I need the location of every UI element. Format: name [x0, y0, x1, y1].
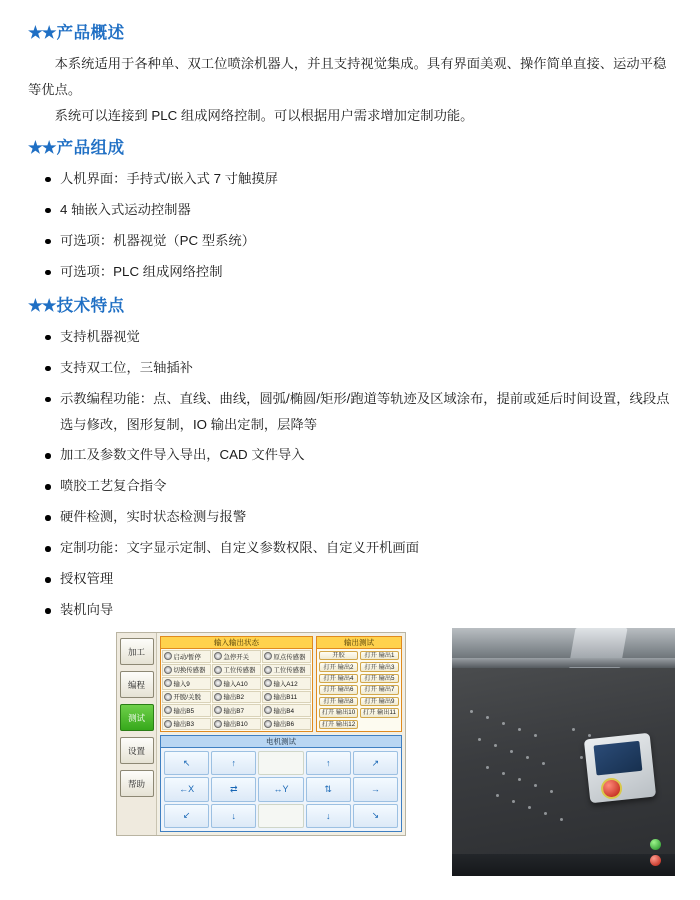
section-title-overview	[28, 22, 672, 45]
status-led-icon	[164, 666, 172, 674]
io-cell-label: 开脱/关脱	[173, 694, 201, 702]
list-item: 4 轴嵌入式运动控制器	[28, 197, 672, 223]
status-led-icon	[164, 693, 172, 701]
jog-up-left-icon[interactable]: ↖	[164, 751, 209, 775]
io-cell[interactable]	[212, 650, 261, 663]
status-led-icon	[264, 666, 272, 674]
list-item: 授权管理	[28, 566, 672, 592]
list-item: 可选项：PLC 组成网络控制	[28, 259, 672, 285]
output-button-glue[interactable]: 开胶	[319, 651, 358, 660]
jog-right-icon[interactable]: →	[353, 777, 398, 801]
star-marker: ★★	[28, 296, 56, 315]
hmi-side-menu	[117, 633, 157, 835]
output-button[interactable]: 打开 输出8	[319, 697, 358, 706]
list-item: 示教编程功能：点、直线、曲线，圆弧/椭圆/矩形/跑道等轨迹及区域涂布，提前或延后时间设置，线段点选与修改，图形复制，IO 输出定制，层降等	[28, 386, 672, 438]
jog-spacer	[258, 751, 303, 775]
section-title-text: 技术特点	[56, 296, 125, 315]
status-led-icon	[264, 706, 272, 714]
io-cell[interactable]	[212, 691, 261, 704]
output-button[interactable]: 打开 输出2	[319, 662, 358, 671]
table-edge	[452, 854, 675, 876]
jog-y-icon[interactable]: ↔Y	[258, 777, 303, 801]
jog-down-icon[interactable]: ↓	[211, 804, 256, 828]
io-cell[interactable]	[212, 677, 261, 690]
list-item: 装机向导	[28, 597, 672, 623]
io-cell-label: 输入A10	[223, 680, 248, 688]
io-cell-label: 工位传感器	[273, 667, 306, 675]
output-test-title: 输出测试	[317, 637, 401, 649]
emergency-stop-button	[600, 777, 623, 800]
status-led-icon	[214, 706, 222, 714]
list-item: 硬件检测，实时状态检测与报警	[28, 504, 672, 530]
status-led-icon	[214, 666, 222, 674]
status-led-icon	[264, 679, 272, 687]
io-cell-label: 输出B5	[173, 707, 195, 715]
operator-screen	[594, 741, 643, 776]
io-cell[interactable]	[212, 718, 261, 731]
features-list	[28, 324, 672, 623]
io-cell[interactable]	[162, 650, 211, 663]
io-status-title: 输入输出状态	[161, 637, 312, 649]
hmi-button-programming[interactable]: 编程	[120, 671, 154, 698]
io-cell-label: 输出B6	[273, 721, 295, 729]
hmi-screenshot	[116, 632, 406, 836]
io-cell[interactable]	[212, 664, 261, 677]
list-item: 喷胶工艺复合指令	[28, 473, 672, 499]
status-led-icon	[164, 652, 172, 660]
io-cell[interactable]	[162, 664, 211, 677]
section-title-text: 产品概述	[56, 24, 125, 42]
overview-paragraph-1: 本系统适用于各种单、双工位喷涂机器人，并且支持视觉集成。具有界面美观、操作简单直接、运动平稳等优点。	[28, 56, 667, 98]
io-cell-label: 输入9	[173, 680, 190, 688]
io-cell[interactable]	[262, 704, 311, 717]
section-title-features	[28, 295, 672, 318]
io-cell-label: 输出B2	[223, 694, 245, 702]
section-title-text: 产品组成	[56, 138, 125, 157]
io-cell-label: 急停开关	[223, 653, 250, 661]
composition-list	[28, 166, 672, 285]
output-button[interactable]: 打开 输出11	[360, 708, 399, 717]
media-row	[0, 618, 700, 878]
jog-down-left-icon[interactable]: ↙	[164, 804, 209, 828]
io-cell-label: 输出B4	[273, 707, 295, 715]
status-led-icon	[164, 706, 172, 714]
list-item: 支持机器视觉	[28, 324, 672, 350]
io-cell[interactable]	[162, 677, 211, 690]
list-item: 定制功能：文字显示定制、自定义参数权限、自定义开机画面	[28, 535, 672, 561]
output-button[interactable]: 打开 输出6	[319, 685, 358, 694]
output-button[interactable]: 打开 输出3	[360, 662, 399, 671]
output-button[interactable]: 打开 输出5	[360, 674, 399, 683]
status-led-icon	[164, 720, 172, 728]
jog-home-x-icon[interactable]: ⇄	[211, 777, 256, 801]
io-cell[interactable]	[262, 718, 311, 731]
io-cell[interactable]	[162, 704, 211, 717]
io-cell[interactable]	[162, 691, 211, 704]
output-button[interactable]: 打开 输出9	[360, 697, 399, 706]
list-item: 可选项：机器视觉（PC 型系统）	[28, 228, 672, 254]
io-cell-label: 输出B11	[273, 694, 298, 702]
list-item: 支持双工位，三轴插补	[28, 355, 672, 381]
section-features	[28, 295, 672, 623]
jog-home-z-icon[interactable]: ⇅	[306, 777, 351, 801]
indicator-lamp-red	[650, 855, 661, 866]
jog-left-x-icon[interactable]: ←X	[164, 777, 209, 801]
section-composition	[28, 137, 672, 285]
hmi-main-area	[157, 633, 405, 835]
output-button[interactable]: 打开 输出1	[360, 651, 399, 660]
motor-test-title: 电机测试	[161, 736, 401, 748]
status-led-icon	[164, 679, 172, 687]
io-status-panel	[160, 636, 313, 732]
indicator-lamp-green	[650, 839, 661, 850]
io-cell-label: 输出B7	[223, 707, 245, 715]
operator-panel	[584, 733, 656, 804]
status-led-icon	[264, 652, 272, 660]
io-cell-label: 启动/暂停	[173, 653, 201, 661]
output-test-panel	[316, 636, 402, 732]
output-button[interactable]: 打开 输出10	[319, 708, 358, 717]
jog-down-z-icon[interactable]: ↓	[306, 804, 351, 828]
io-cell-label: 输入A12	[273, 680, 298, 688]
hmi-top-row	[160, 636, 402, 732]
list-item: 加工及参数文件导入导出，CAD 文件导入	[28, 442, 672, 468]
hmi-button-settings[interactable]: 设置	[120, 737, 154, 764]
hmi-button-test[interactable]: 测试	[120, 704, 154, 731]
io-cell[interactable]	[212, 704, 261, 717]
status-led-icon	[214, 693, 222, 701]
io-status-grid	[161, 649, 312, 731]
output-test-grid	[317, 649, 401, 731]
motor-test-panel	[160, 735, 402, 832]
status-led-icon	[214, 720, 222, 728]
status-led-icon	[264, 693, 272, 701]
io-cell[interactable]	[262, 677, 311, 690]
section-title-composition	[28, 137, 672, 160]
io-cell-label: 输出B10	[223, 721, 248, 729]
star-marker: ★★	[28, 24, 56, 42]
status-led-icon	[264, 720, 272, 728]
status-led-icon	[214, 652, 222, 660]
io-cell[interactable]	[262, 664, 311, 677]
output-button[interactable]: 打开 输出7	[360, 685, 399, 694]
machine-rail	[452, 658, 675, 667]
overview-paragraph-2: 系统可以连接到 PLC 组成网络控制。可以根据用户需求增加定制功能。	[54, 107, 474, 123]
jog-down-right-icon[interactable]: ↘	[353, 804, 398, 828]
hmi-button-help[interactable]: 帮助	[120, 770, 154, 797]
io-cell-label: 输出B3	[173, 721, 195, 729]
jog-up-right-icon[interactable]: ↗	[353, 751, 398, 775]
jog-spacer	[258, 804, 303, 828]
jog-up-icon[interactable]: ↑	[211, 751, 256, 775]
status-led-icon	[214, 679, 222, 687]
motor-test-grid	[161, 748, 401, 831]
list-item: 人机界面：手持式/嵌入式 7 寸触摸屏	[28, 166, 672, 192]
io-cell-label: 切换传感器	[173, 667, 206, 675]
io-cell-label: 工位传感器	[223, 667, 256, 675]
io-cell-label: 原点传感器	[273, 653, 306, 661]
star-marker: ★★	[28, 138, 56, 157]
io-cell[interactable]	[262, 691, 311, 704]
io-cell[interactable]	[262, 650, 311, 663]
output-button[interactable]: 打开 输出12	[319, 720, 358, 729]
jog-up-z-icon[interactable]: ↑	[306, 751, 351, 775]
output-button[interactable]: 打开 输出4	[319, 674, 358, 683]
section-overview	[28, 22, 672, 129]
io-cell[interactable]	[162, 718, 211, 731]
hmi-button-processing[interactable]: 加工	[120, 638, 154, 665]
spraying-machine-photo	[452, 628, 675, 876]
